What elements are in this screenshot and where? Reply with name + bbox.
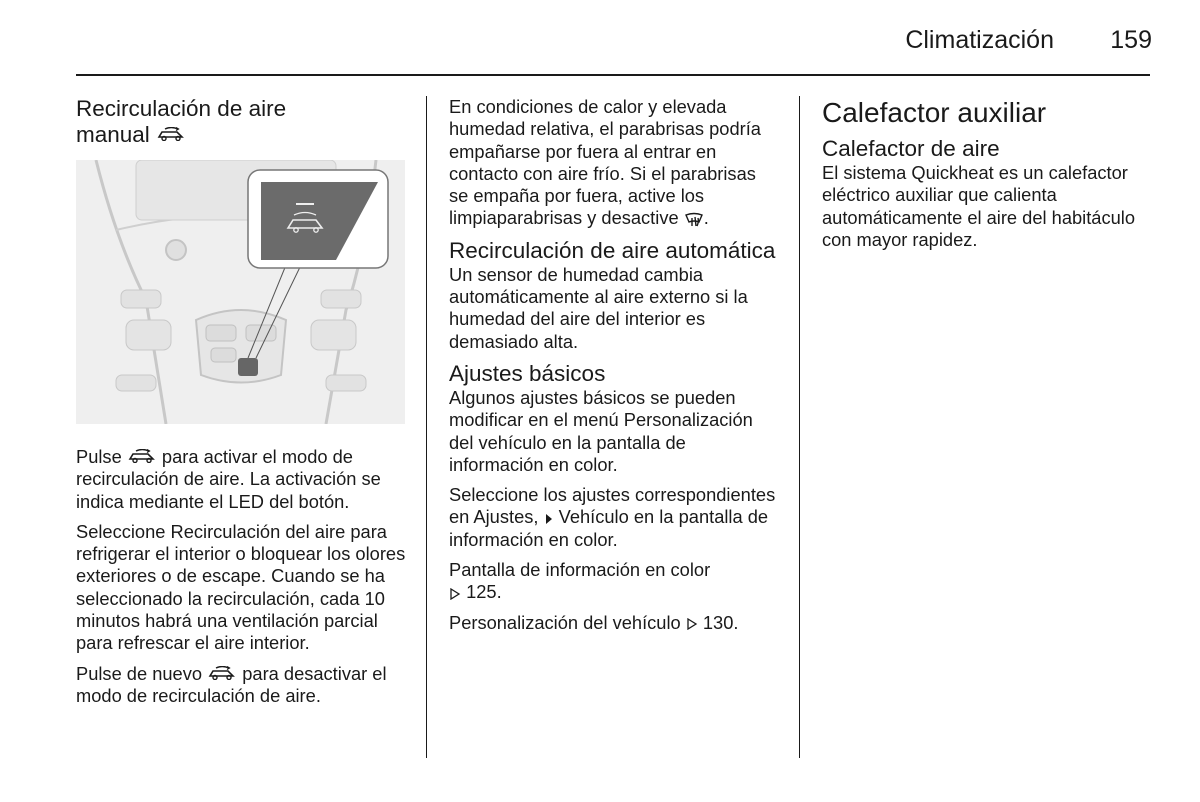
paragraph: El sistema Quickheat es un calefactor eléctrico auxiliar que calienta automáticamente el aire del habitáculo con mayor rapidez. — [822, 162, 1136, 250]
climate-control-illustration — [76, 160, 405, 424]
page-reference[interactable]: 125. — [466, 581, 502, 603]
column-divider — [799, 96, 800, 758]
paragraph: Pulse de nuevo para desactivar el modo de recirculación de aire. — [76, 662, 387, 706]
paragraph: En condiciones de calor y elevada humedad relativa, el parabrisas podría empañarse por fuera al entrar en contacto con aire frío. Si el parabrisas se empaña por fuera, active los limpiaparabrisas y desactive . — [449, 96, 761, 229]
paragraph: Personalización del vehículo 130. — [449, 611, 739, 633]
column-divider — [426, 96, 427, 758]
header-divider — [76, 74, 1150, 76]
column-left — [76, 96, 406, 715]
column-middle — [449, 96, 779, 642]
section-heading-manual-recirculation: Recirculación de aire manual — [76, 96, 287, 147]
chapter-title: Climatización — [905, 26, 1054, 54]
recirculation-icon — [207, 666, 237, 680]
page-number: 159 — [1110, 26, 1152, 54]
paragraph: Un sensor de humedad cambia automáticamente al aire externo si la humedad del aire del interior es demasiado alta. — [449, 263, 748, 352]
menu-keyword-vehicle: Vehículo — [558, 506, 629, 528]
column-right — [822, 96, 1152, 259]
page-reference[interactable]: 130. — [702, 611, 739, 633]
paragraph: Pantalla de información en color 125. — [449, 559, 711, 603]
section-heading-auxiliary-heater: Calefactor auxiliar — [822, 97, 1047, 128]
paragraph: Seleccione Recirculación del aire para refrigerar el interior o bloquear los olores exteriores o de escape. Cuando se ha seleccionado la recirculación, cada 10 minutos habrá una ventilación parcial para refrescar el aire interior. — [76, 520, 406, 654]
section-heading-air-heater: Calefactor de aire — [822, 136, 1000, 161]
arrow-right-icon — [544, 513, 554, 525]
recirculation-icon — [156, 127, 186, 141]
page-header — [0, 0, 1200, 76]
windshield-defog-icon — [684, 212, 704, 228]
paragraph: Algunos ajustes básicos se pueden modificar en el menú Personalización del vehículo en la pantalla de información en color. — [449, 386, 753, 475]
paragraph: Pulse para activar el modo de recirculación de aire. La activación se indica mediante el LED del botón. — [76, 446, 381, 512]
paragraph: Seleccione los ajustes correspondientes en Ajustes, Vehículo en la pantalla de información en color. — [449, 484, 776, 550]
recirculation-icon — [127, 449, 157, 463]
dashboard-drawing — [76, 160, 405, 424]
page-reference-icon — [686, 618, 698, 630]
section-heading-auto-recirculation: Recirculación de aire automática — [449, 237, 776, 263]
page-reference-icon — [449, 588, 461, 600]
menu-keyword-settings: Ajustes — [473, 506, 534, 528]
section-heading-basic-settings: Ajustes básicos — [449, 360, 606, 386]
